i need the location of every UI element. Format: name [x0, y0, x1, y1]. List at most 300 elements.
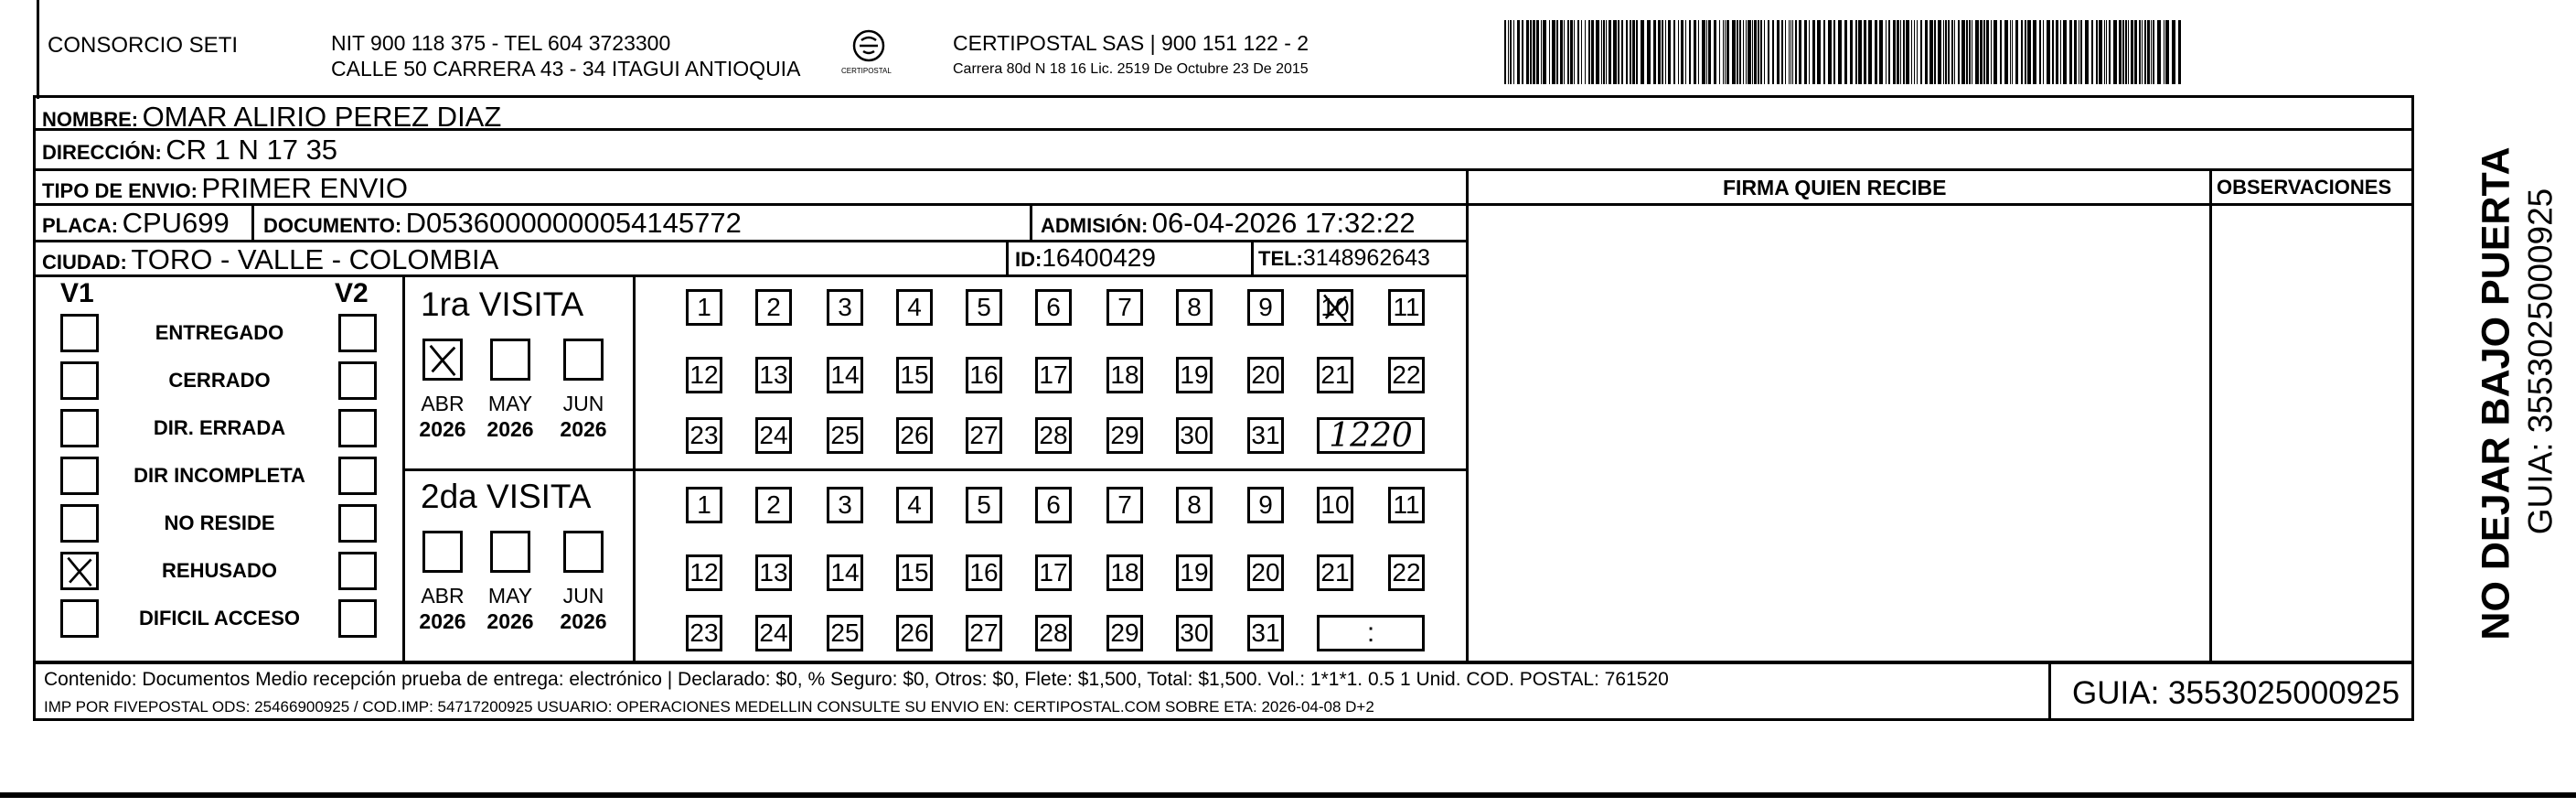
barcode-bar [2104, 20, 2105, 84]
barcode-bar [1530, 20, 1532, 84]
tipo-row [42, 174, 408, 202]
barcode-bar [1596, 20, 1599, 84]
separator [1251, 240, 1254, 274]
barcode-bar [1658, 20, 1661, 84]
barcode-bar [2139, 20, 2141, 84]
barcode-bar [1785, 20, 1786, 84]
barcode-bar [1954, 20, 1955, 84]
barcode-bar [1541, 20, 1542, 84]
day-box[interactable]: 21 [1317, 554, 1353, 591]
barcode-bar [1564, 20, 1565, 84]
barcode-bar [2047, 20, 2050, 84]
barcode-bar [1626, 20, 1628, 84]
separator [33, 718, 2414, 721]
left-border [37, 0, 39, 99]
barcode-bar [2178, 20, 2181, 84]
day-box[interactable]: 2 [755, 289, 792, 326]
day-box[interactable]: 12 [686, 357, 722, 393]
barcode-bar [1694, 20, 1696, 84]
day-box[interactable]: 23 [686, 615, 722, 651]
carrier-sub: Carrera 80d N 18 16 Lic. 2519 De Octubre 23 De 2015 [953, 61, 1309, 77]
barcode-bar [2157, 20, 2161, 84]
barcode-bar [1681, 20, 1683, 84]
barcode-bar [1893, 20, 1896, 84]
nombre-label: NOMBRE: [42, 108, 139, 131]
ciudad-value: TORO - VALLE - COLOMBIA [131, 243, 499, 275]
status-option-label: ENTREGADO [155, 321, 284, 344]
barcode-bar [2122, 20, 2124, 84]
v1-label: V1 [60, 278, 94, 308]
day-box[interactable]: 26 [896, 417, 933, 454]
barcode-bar [2109, 20, 2111, 84]
day-box[interactable] [1317, 289, 1353, 326]
id-row [1015, 245, 1156, 271]
ciudad-row [42, 245, 498, 274]
barcode-bar [1577, 20, 1579, 84]
barcode-bar [1906, 20, 1909, 84]
barcode-bar [2080, 20, 2082, 84]
v1-checkbox[interactable] [60, 504, 99, 543]
barcode-bar [1549, 20, 1550, 84]
day-box[interactable]: 5 [966, 289, 1002, 326]
month-label: JUN [562, 584, 604, 608]
barcode-bar [2043, 20, 2044, 84]
v2-checkbox[interactable] [338, 504, 377, 543]
barcode-bar [1948, 20, 1950, 84]
barcode-bar [1632, 20, 1635, 84]
barcode-bar [2052, 20, 2054, 84]
day-box[interactable]: 8 [1176, 487, 1213, 523]
barcode-bar [1888, 20, 1890, 84]
tipo-label: TIPO DE ENVIO: [42, 179, 198, 202]
barcode-bar [2144, 20, 2146, 84]
tel-value: 3148962643 [1302, 245, 1430, 271]
day-box[interactable]: 21 [1317, 357, 1353, 393]
barcode-bar [1732, 20, 1736, 84]
barcode-bar [1698, 20, 1699, 84]
barcode-bar [1708, 20, 1711, 84]
barcode-bar [1723, 20, 1724, 84]
barcode-bar [1760, 20, 1762, 84]
barcode-bar [2015, 20, 2018, 84]
tipo-value: PRIMER ENVIO [201, 172, 409, 204]
day-box[interactable]: 8 [1176, 289, 1213, 326]
barcode-bar [2142, 20, 2143, 84]
barcode-bar [1864, 20, 1866, 84]
documento-row [263, 209, 742, 237]
year-label: 2026 [560, 417, 607, 441]
v2-label: V2 [335, 278, 369, 308]
v2-checkbox[interactable] [338, 599, 377, 638]
barcode-bar [1603, 20, 1605, 84]
first-visit-title: 1ra VISITA [421, 285, 584, 323]
separator [251, 203, 254, 240]
tel-label: TEL: [1258, 247, 1303, 270]
day-box[interactable]: 4 [896, 289, 933, 326]
day-box[interactable]: 12 [686, 554, 722, 591]
barcode-bar [2010, 20, 2011, 84]
barcode-bar [1685, 20, 1686, 84]
day-box[interactable]: 7 [1106, 487, 1143, 523]
barcode-bar [2113, 20, 2117, 84]
day-box[interactable]: 26 [896, 615, 933, 651]
barcode-bar [2004, 20, 2008, 84]
barcode-bar [1812, 20, 1815, 84]
day-box[interactable]: 31 [1247, 615, 1284, 651]
day-box[interactable]: 18 [1106, 357, 1143, 393]
barcode-bar [1739, 20, 1741, 84]
barcode-bar [1508, 20, 1509, 84]
barcode-bar [2012, 20, 2013, 84]
barcode-bar [1719, 20, 1720, 84]
barcode-bar [2069, 20, 2072, 84]
barcode-bar [2025, 20, 2026, 84]
barcode-bar [1630, 20, 1631, 84]
barcode-bar [1991, 20, 1992, 84]
day-box[interactable]: 13 [755, 554, 792, 591]
barcode-bar [1795, 20, 1797, 84]
status-option-label: NO RESIDE [164, 511, 275, 534]
barcode-bar [1969, 20, 1971, 84]
day-number: 10 [1320, 293, 1350, 321]
barcode-bar [1673, 20, 1675, 84]
barcode-bar [1914, 20, 1915, 84]
barcode-bar [2172, 20, 2175, 84]
barcode-bar [2063, 20, 2067, 84]
v1-checkbox[interactable] [60, 314, 99, 352]
barcode-bar [2119, 20, 2122, 84]
year-label: 2026 [560, 609, 607, 633]
barcode-bar [1900, 20, 1901, 84]
barcode-bar [1772, 20, 1774, 84]
barcode-bar [1993, 20, 1997, 84]
barcode-bar [1706, 20, 1707, 84]
month-label: JUN [562, 392, 604, 415]
barcode-bar [1838, 20, 1842, 84]
barcode-bar [1560, 20, 1563, 84]
barcode-bar [2099, 20, 2102, 84]
barcode-bar [2039, 20, 2041, 84]
barcode-bar [1983, 20, 1985, 84]
barcode-bar [1591, 20, 1594, 84]
month-checkbox[interactable] [563, 339, 604, 381]
direccion-label: DIRECCIÓN: [42, 141, 162, 164]
status-option-label: DIFICIL ACCESO [138, 607, 300, 629]
barcode-bar [1513, 20, 1514, 84]
day-box[interactable]: 25 [827, 417, 863, 454]
barcode-bar [1911, 20, 1912, 84]
barcode-bar [2091, 20, 2093, 84]
day-box[interactable]: 30 [1176, 417, 1213, 454]
separator [2048, 661, 2051, 721]
nombre-row [42, 102, 501, 131]
certipostal-logo [839, 26, 898, 84]
status-option-label: CERRADO [168, 369, 271, 392]
day-box[interactable]: 6 [1035, 289, 1072, 326]
barcode-bar [1662, 20, 1663, 84]
barcode-bar [2147, 20, 2150, 84]
barcode-bar [1726, 20, 1729, 84]
day-box[interactable]: 6 [1035, 487, 1072, 523]
barcode-bar [2151, 20, 2152, 84]
barcode-bar [1517, 20, 1520, 84]
barcode-bar [1588, 20, 1590, 84]
barcode-bar [1748, 20, 1751, 84]
barcode-bar [1725, 20, 1726, 84]
day-box[interactable]: 29 [1106, 615, 1143, 651]
id-label: ID: [1015, 248, 1042, 271]
separator [1006, 240, 1009, 274]
barcode-bar [1746, 20, 1747, 84]
barcode-bar [1647, 20, 1651, 84]
day-box[interactable]: 29 [1106, 417, 1143, 454]
day-box[interactable]: 27 [966, 615, 1002, 651]
month-checkbox[interactable] [422, 531, 463, 573]
time-box[interactable]: 1220 [1317, 417, 1425, 454]
v2-checkbox[interactable] [338, 457, 377, 495]
separator [2411, 661, 2414, 721]
barcode-bar [1929, 20, 1933, 84]
barcode-bar [2131, 20, 2133, 84]
day-box[interactable]: 19 [1176, 357, 1213, 393]
barcode-bar [1678, 20, 1679, 84]
v2-checkbox[interactable] [338, 314, 377, 352]
barcode-bar [1543, 20, 1546, 84]
barcode-bar [1886, 20, 1887, 84]
placa-row [42, 209, 230, 237]
barcode-bar [1789, 20, 1790, 84]
day-box[interactable]: 17 [1035, 357, 1072, 393]
barcode-bar [1875, 20, 1877, 84]
barcode-bar [1581, 20, 1582, 84]
v1-checkbox[interactable] [60, 552, 99, 590]
barcode-bar [2096, 20, 2098, 84]
day-box[interactable]: 14 [827, 554, 863, 591]
barcode-bar [1606, 20, 1607, 84]
month-checkbox[interactable] [490, 339, 530, 381]
barcode-bar [2021, 20, 2023, 84]
direccion-value: CR 1 N 17 35 [166, 134, 338, 166]
barcode-bar [2074, 20, 2077, 84]
separator [33, 168, 2414, 171]
day-box[interactable]: 27 [966, 417, 1002, 454]
month-label: ABR [421, 584, 465, 608]
barcode-bar [1833, 20, 1835, 84]
barcode-bar [1868, 20, 1872, 84]
barcode-bar [1792, 20, 1793, 84]
day-box[interactable]: 18 [1106, 554, 1143, 591]
barcode-bar [1522, 20, 1523, 84]
barcode-bar [2134, 20, 2137, 84]
separator [402, 274, 405, 661]
logo-text: CERTIPOSTAL [841, 67, 892, 75]
nit-line: NIT 900 118 375 - TEL 604 3723300 [331, 31, 671, 55]
day-box[interactable]: 11 [1388, 487, 1425, 523]
barcode-bar [2056, 20, 2058, 84]
day-box[interactable]: 19 [1176, 554, 1213, 591]
barcode-bar [1844, 20, 1847, 84]
v2-checkbox[interactable] [338, 552, 377, 590]
day-box[interactable]: 13 [755, 357, 792, 393]
barcode-bar [1585, 20, 1586, 84]
status-option-label: DIR INCOMPLETA [134, 464, 305, 487]
barcode-bar [1653, 20, 1656, 84]
barcode [1504, 20, 2186, 84]
day-box[interactable]: 23 [686, 417, 722, 454]
day-box[interactable]: 5 [966, 487, 1002, 523]
barcode-bar [2085, 20, 2089, 84]
footer-guia: GUIA: 3553025000925 [2072, 675, 2400, 711]
separator [33, 661, 2414, 663]
second-visit-title: 2da VISITA [421, 478, 592, 515]
barcode-bar [1702, 20, 1705, 84]
barcode-bar [1817, 20, 1821, 84]
time-box[interactable]: : [1317, 615, 1425, 651]
month-label: ABR [421, 392, 465, 415]
day-box[interactable]: 22 [1388, 554, 1425, 591]
day-box[interactable]: 14 [827, 357, 863, 393]
day-box[interactable]: 20 [1247, 357, 1284, 393]
day-box[interactable]: 11 [1388, 289, 1425, 326]
v2-checkbox[interactable] [338, 409, 377, 447]
day-box[interactable]: 10 [1317, 487, 1353, 523]
day-box[interactable]: 28 [1035, 417, 1072, 454]
barcode-bar [1917, 20, 1918, 84]
day-box[interactable]: 17 [1035, 554, 1072, 591]
day-box[interactable]: 15 [896, 554, 933, 591]
day-box[interactable]: 25 [827, 615, 863, 651]
day-box[interactable]: 24 [755, 615, 792, 651]
company-name: CONSORCIO SETI [48, 33, 239, 58]
barcode-bar [2027, 20, 2031, 84]
day-box[interactable]: 16 [966, 554, 1002, 591]
placa-label: PLACA: [42, 214, 119, 237]
barcode-bar [1768, 20, 1769, 84]
barcode-bar [1737, 20, 1738, 84]
contenido-text: Contenido: Documentos Medio recepción prueba de entrega: electrónico | Declarado: $0, % Seguro: $0, Otros: $0, Flete: $1,500, Total: $1,500. Vol.: 1*1*1. 0.5 1 Unid. COD. POSTAL: 761520 [44, 669, 1669, 690]
barcode-bar [1714, 20, 1716, 84]
barcode-bar [1641, 20, 1644, 84]
barcode-bar [1609, 20, 1611, 84]
v1-checkbox[interactable] [60, 457, 99, 495]
day-box[interactable]: 2 [755, 487, 792, 523]
day-box[interactable]: 9 [1247, 289, 1284, 326]
barcode-bar [2128, 20, 2129, 84]
barcode-bar [1636, 20, 1638, 84]
barcode-bar [1980, 20, 1983, 84]
barcode-bar [1570, 20, 1573, 84]
separator [2209, 168, 2212, 663]
separator [1030, 203, 1032, 240]
month-checkbox[interactable] [422, 339, 463, 381]
barcode-bar [1986, 20, 1989, 84]
day-box[interactable]: 28 [1035, 615, 1072, 651]
year-label: 2026 [419, 417, 466, 441]
year-label: 2026 [486, 417, 534, 441]
day-box[interactable]: 9 [1247, 487, 1284, 523]
day-box[interactable]: 3 [827, 487, 863, 523]
status-option-label: DIR. ERRADA [153, 416, 286, 439]
barcode-bar [1668, 20, 1671, 84]
barcode-bar [1897, 20, 1899, 84]
day-box[interactable]: 31 [1247, 417, 1284, 454]
barcode-bar [1601, 20, 1602, 84]
day-box[interactable]: 22 [1388, 357, 1425, 393]
barcode-bar [1665, 20, 1666, 84]
month-label: MAY [487, 584, 533, 608]
day-box[interactable]: 16 [966, 357, 1002, 393]
address-line: CALLE 50 CARRERA 43 - 34 ITAGUI ANTIOQUIA [331, 57, 801, 81]
barcode-bar [2125, 20, 2127, 84]
day-box[interactable]: 7 [1106, 289, 1143, 326]
v1-checkbox[interactable] [60, 409, 99, 447]
barcode-bar [1752, 20, 1753, 84]
tel-row [1258, 247, 1430, 270]
day-box[interactable]: 1 [686, 289, 722, 326]
barcode-bar [2153, 20, 2154, 84]
barcode-bar [1504, 20, 1506, 84]
direccion-row [42, 135, 337, 164]
barcode-bar [1754, 20, 1757, 84]
separator [633, 274, 636, 661]
side-instruction: NO DEJAR BAJO PUERTA [2474, 146, 2518, 640]
admision-value: 06-04-2026 17:32:22 [1151, 207, 1416, 239]
day-box[interactable]: 20 [1247, 554, 1284, 591]
barcode-bar [1828, 20, 1832, 84]
carrier-line: CERTIPOSTAL SAS | 900 151 122 - 2 [953, 31, 1309, 55]
v1-checkbox[interactable] [60, 361, 99, 400]
year-label: 2026 [419, 609, 466, 633]
month-checkbox[interactable] [563, 531, 604, 573]
barcode-bar [1850, 20, 1853, 84]
id-value: 16400429 [1042, 243, 1156, 272]
barcode-bar [1552, 20, 1555, 84]
observaciones-label: OBSERVACIONES [2217, 176, 2392, 199]
barcode-bar [1943, 20, 1944, 84]
day-box[interactable]: 1 [686, 487, 722, 523]
separator [402, 468, 1469, 471]
day-box[interactable]: 4 [896, 487, 933, 523]
barcode-bar [2106, 20, 2107, 84]
day-box[interactable]: 30 [1176, 615, 1213, 651]
barcode-bar [1945, 20, 1947, 84]
day-box[interactable]: 3 [827, 289, 863, 326]
v2-checkbox[interactable] [338, 361, 377, 400]
barcode-bar [1966, 20, 1968, 84]
day-box[interactable]: 15 [896, 357, 933, 393]
barcode-bar [1951, 20, 1953, 84]
documento-label: DOCUMENTO: [263, 214, 402, 237]
barcode-bar [2060, 20, 2061, 84]
day-box[interactable]: 24 [755, 417, 792, 454]
month-checkbox[interactable] [490, 531, 530, 573]
barcode-bar [1858, 20, 1862, 84]
barcode-bar [1621, 20, 1623, 84]
barcode-bar [1574, 20, 1575, 84]
barcode-bar [1777, 20, 1780, 84]
separator [1466, 168, 1469, 663]
barcode-bar [2165, 20, 2169, 84]
barcode-bar [1961, 20, 1965, 84]
barcode-bar [2033, 20, 2036, 84]
status-option-label: REHUSADO [162, 559, 277, 582]
admision-row [1041, 209, 1416, 237]
barcode-bar [1556, 20, 1558, 84]
v1-checkbox[interactable] [60, 599, 99, 638]
barcode-bar [1925, 20, 1928, 84]
barcode-bar [1533, 20, 1535, 84]
barcode-bar [1823, 20, 1825, 84]
